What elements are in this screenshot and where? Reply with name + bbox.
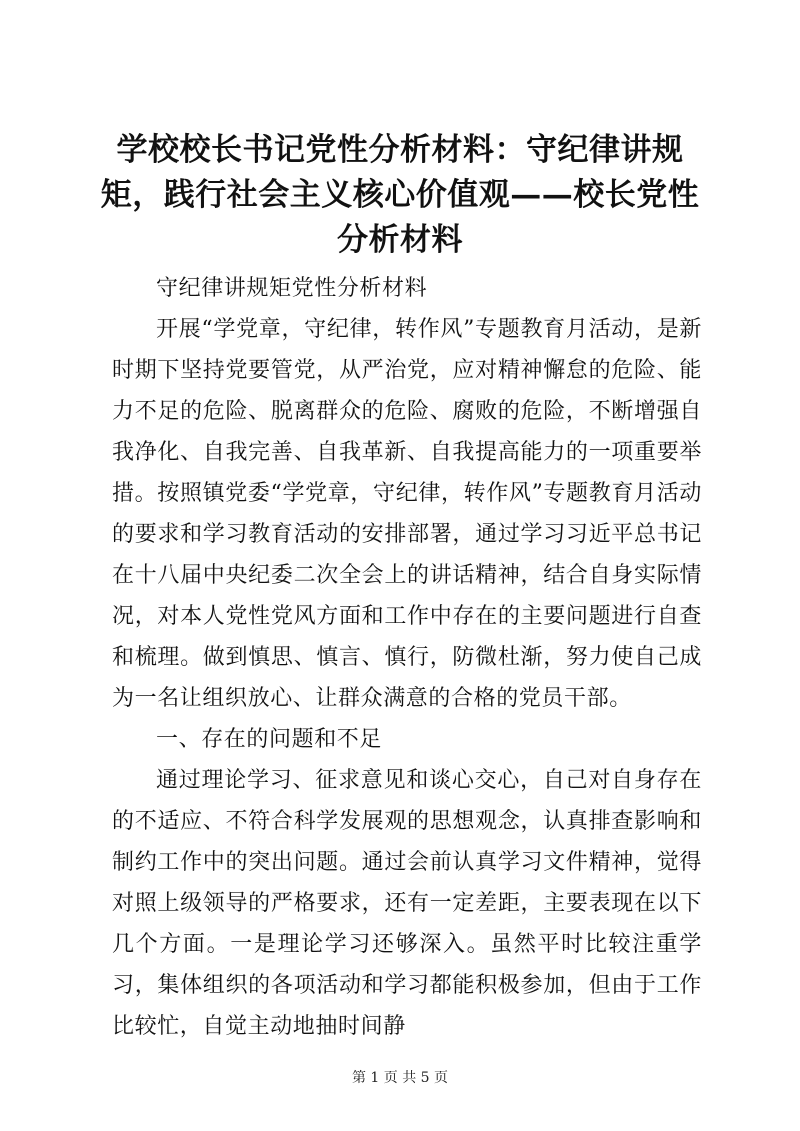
document-body [112, 268, 702, 1047]
subtitle-paragraph: 守纪律讲规矩党性分析材料 [156, 276, 428, 301]
body-paragraph: 通过理论学习、征求意见和谈心交心，自己对自身存在的不适应、不符合科学发展观的思想观念，认真排查影响和制约工作中的突出问题。通过会前认真学习文件精神，觉得对照上级领导的严格要求，还有一定差距，主要表现在以下几个方面。一是理论学习还够深入。虽然平时比较注重学习，集体组织的各项活动和学习都能积极参加，但由于工作比较忙，自觉主动地抽时间静 [112, 768, 702, 1039]
body-paragraph: 开展“学党章，守纪律，转作风”专题教育月活动，是新时期下坚持党要管党，从严治党，应对精神懈怠的危险、能力不足的危险、脱离群众的危险、腐败的危险，不断增强自我净化、自我完善、自我革新、自我提高能力的一项重要举措。按照镇党委“学党章，守纪律，转作风”专题教育月活动的要求和学习教育活动的安排部署，通过学习习近平总书记在十八届中央纪委二次全会上的讲话精神，结合自身实际情况，对本人党性党风方面和工作中存在的主要问题进行自查和梳理。做到慎思、慎言、慎行，防微杜渐，努力使自己成为一名让组织放心、让群众满意的合格的党员干部。 [112, 317, 702, 711]
section-heading: 一、存在的问题和不足 [156, 727, 383, 752]
document-title: 学校校长书记党性分析材料：守纪律讲规矩，践行社会主义核心价值观——校长党性分析材料 [100, 132, 700, 258]
page-footer: 第 1 页 共 5 页 [351, 1070, 449, 1086]
